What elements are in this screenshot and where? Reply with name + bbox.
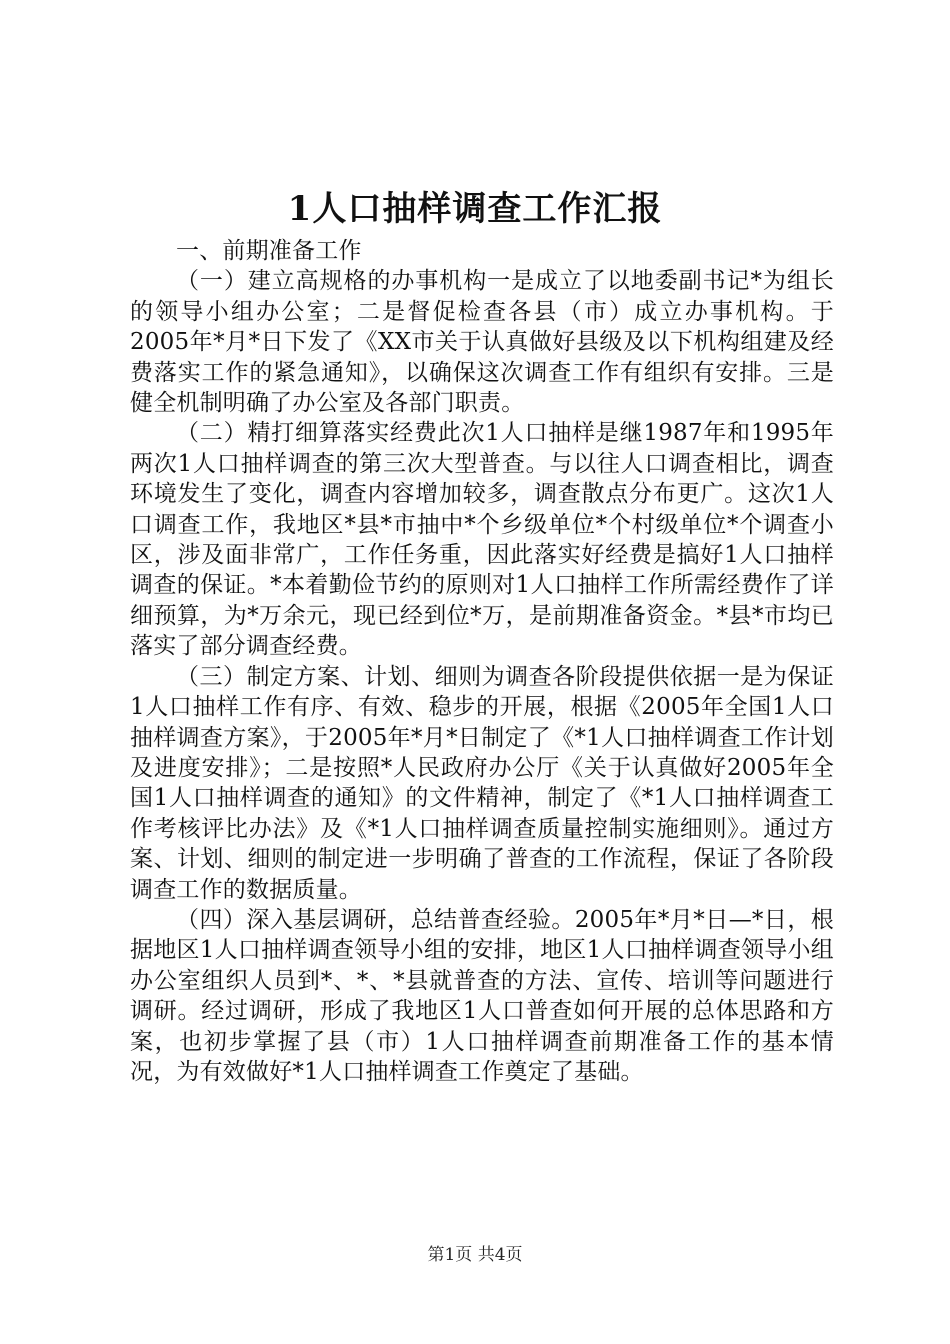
paragraph-2: （二）精打细算落实经费此次1人口抽样是继1987年和1995年两次1人口抽样调查的第三次大型普查。与以往人口调查相比，调查环境发生了变化，调查内容增加较多，调查散点分布更广。这次1人口调查工作，我地区*县*市抽中*个乡级单位*个村级单位*个调查小区，涉及面非常广，工作任务重，因此落实好经费是搞好1人口抽样调查的保证。*本着勤俭节约的原则对1人口抽样工作所需经费作了详细预算，为*万余元，现已经到位*万，是前期准备资金。*县*市均已落实了部分调查经费。 <box>130 420 834 660</box>
paragraph-4: （四）深入基层调研，总结普查经验。2005年*月*日—*日，根据地区1人口抽样调查领导小组的安排，地区1人口抽样调查领导小组办公室组织人员到*、*、*县就普查的方法、宣传、培训等问题进行调研。经过调研，形成了我地区1人口普查如何开展的总体思路和方案，也初步掌握了县（市）1人口抽样调查前期准备工作的基本情况，为有效做好*1人口抽样调查工作奠定了基础。 <box>130 906 834 1085</box>
document-title: 1人口抽样调查工作汇报 <box>287 189 663 229</box>
page-number-footer: 第1页 共4页 <box>427 1245 523 1265</box>
document-body <box>130 236 834 1087</box>
paragraph-3: （三）制定方案、计划、细则为调查各阶段提供依据一是为保证1人口抽样工作有序、有效、稳步的开展，根据《2005年全国1人口抽样调查方案》，于2005年*月*日制定了《*1人口抽样调查工作计划及进度安排》；二是按照*人民政府办公厅《关于认真做好2005年全国1人口抽样调查的通知》的文件精神，制定了《*1人口抽样调查工作考核评比办法》及《*1人口抽样调查质量控制实施细则》。通过方案、计划、细则的制定进一步明确了普查的工作流程，保证了各阶段调查工作的数据质量。 <box>130 663 834 903</box>
section-heading: 一、前期准备工作 <box>176 238 362 264</box>
paragraph-1: （一）建立高规格的办事机构一是成立了以地委副书记*为组长的领导小组办公室；二是督促检查各县（市）成立办事机构。于2005年*月*日下发了《XX市关于认真做好县级及以下机构组建及经费落实工作的紧急通知》，以确保这次调查工作有组织有安排。三是健全机制明确了办公室及各部门职责。 <box>130 268 834 417</box>
